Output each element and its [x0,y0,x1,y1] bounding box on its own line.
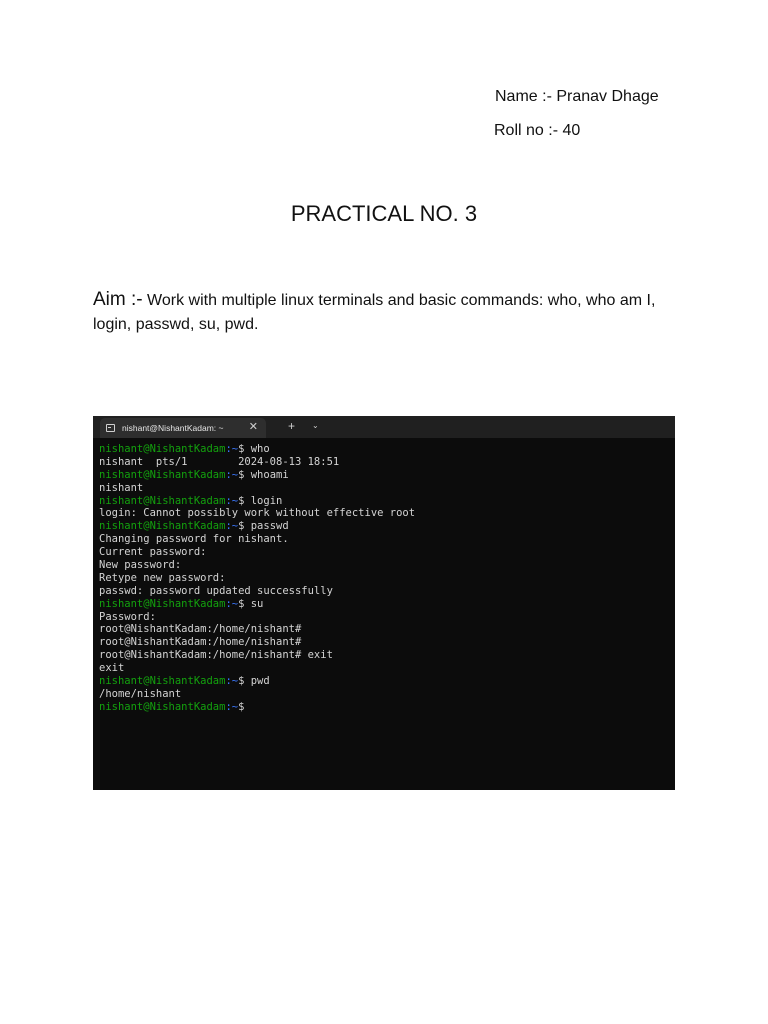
terminal-text: $ passwd [238,520,289,533]
terminal-line [99,598,675,611]
tab-title: nishant@NishantKadam: ~ [122,423,224,433]
terminal-line [99,585,675,598]
terminal-line [99,546,675,559]
terminal-path: :~ [225,443,239,455]
terminal-prompt: nishant@NishantKadam [99,494,226,507]
chevron-down-icon[interactable]: ⌄ [312,421,319,430]
terminal-prompt: nishant@NishantKadam [99,443,226,455]
terminal-text: root@NishantKadam:/home/nishant# exit [99,649,333,662]
terminal-line [99,675,675,688]
terminal-line [99,623,675,636]
terminal-line [99,688,675,701]
terminal-text: Password: [99,610,156,623]
terminal-path: :~ [225,468,239,481]
terminal-line [99,495,675,508]
terminal-path: :~ [225,520,239,533]
terminal-text: $ [238,700,245,713]
terminal-tab[interactable] [100,418,266,438]
roll-number: Roll no :- 40 [494,122,581,139]
terminal-text: login: Cannot possibly work without effective root [99,507,416,520]
terminal-path: :~ [225,700,239,713]
aim-paragraph [93,288,683,337]
terminal-line [99,469,675,482]
terminal-text: $ su [238,597,264,610]
page-title: PRACTICAL NO. 3 [290,201,478,226]
terminal-text: root@NishantKadam:/home/nishant# [99,623,302,636]
aim-label: Aim :- [93,289,143,310]
terminal-line [99,662,675,675]
terminal-text: exit [99,662,125,675]
terminal-prompt: nishant@NishantKadam [99,468,226,481]
terminal-line [99,507,675,520]
plus-icon[interactable]: + [288,419,296,433]
terminal-path: :~ [225,597,239,610]
terminal-prompt: nishant@NishantKadam [99,597,226,610]
terminal-text: Retype new password: [99,571,226,584]
terminal-line [99,456,675,469]
terminal-line [99,520,675,533]
terminal-text: $ whoami [238,468,289,481]
terminal-line [99,572,675,585]
terminal-text: $ who [238,443,270,455]
terminal-text: Changing password for nishant. [99,533,289,546]
terminal-line [99,701,675,714]
terminal-prompt: nishant@NishantKadam [99,520,226,533]
terminal-line [99,482,675,495]
terminal-icon [106,424,115,432]
terminal-output [93,438,675,714]
close-icon[interactable]: ✕ [248,421,258,433]
terminal-line [99,533,675,546]
terminal-titlebar [93,416,675,438]
terminal-text: $ pwd [238,675,270,688]
terminal-text: Current password: [99,546,207,559]
terminal-prompt: nishant@NishantKadam [99,700,226,713]
terminal-path: :~ [225,494,239,507]
terminal-line [99,636,675,649]
terminal-text: nishant pts/1 2024-08-13 18:51 [99,455,340,468]
terminal-text: nishant [99,481,144,494]
terminal-text: root@NishantKadam:/home/nishant# [99,636,302,649]
terminal-text: New password: [99,559,182,572]
terminal-prompt: nishant@NishantKadam [99,675,226,688]
terminal-line [99,443,675,456]
terminal-line [99,559,675,572]
terminal-screenshot [93,416,675,790]
terminal-line [99,611,675,624]
aim-text: Work with multiple linux terminals and basic commands: who, who am I, login, passwd, su, pwd. [93,292,656,333]
terminal-text: passwd: password updated successfully [99,584,333,597]
student-name: Name :- Pranav Dhage [495,88,659,105]
terminal-path: :~ [225,675,239,688]
terminal-line [99,649,675,662]
terminal-text: /home/nishant [99,687,182,700]
terminal-text: $ login [238,494,283,507]
